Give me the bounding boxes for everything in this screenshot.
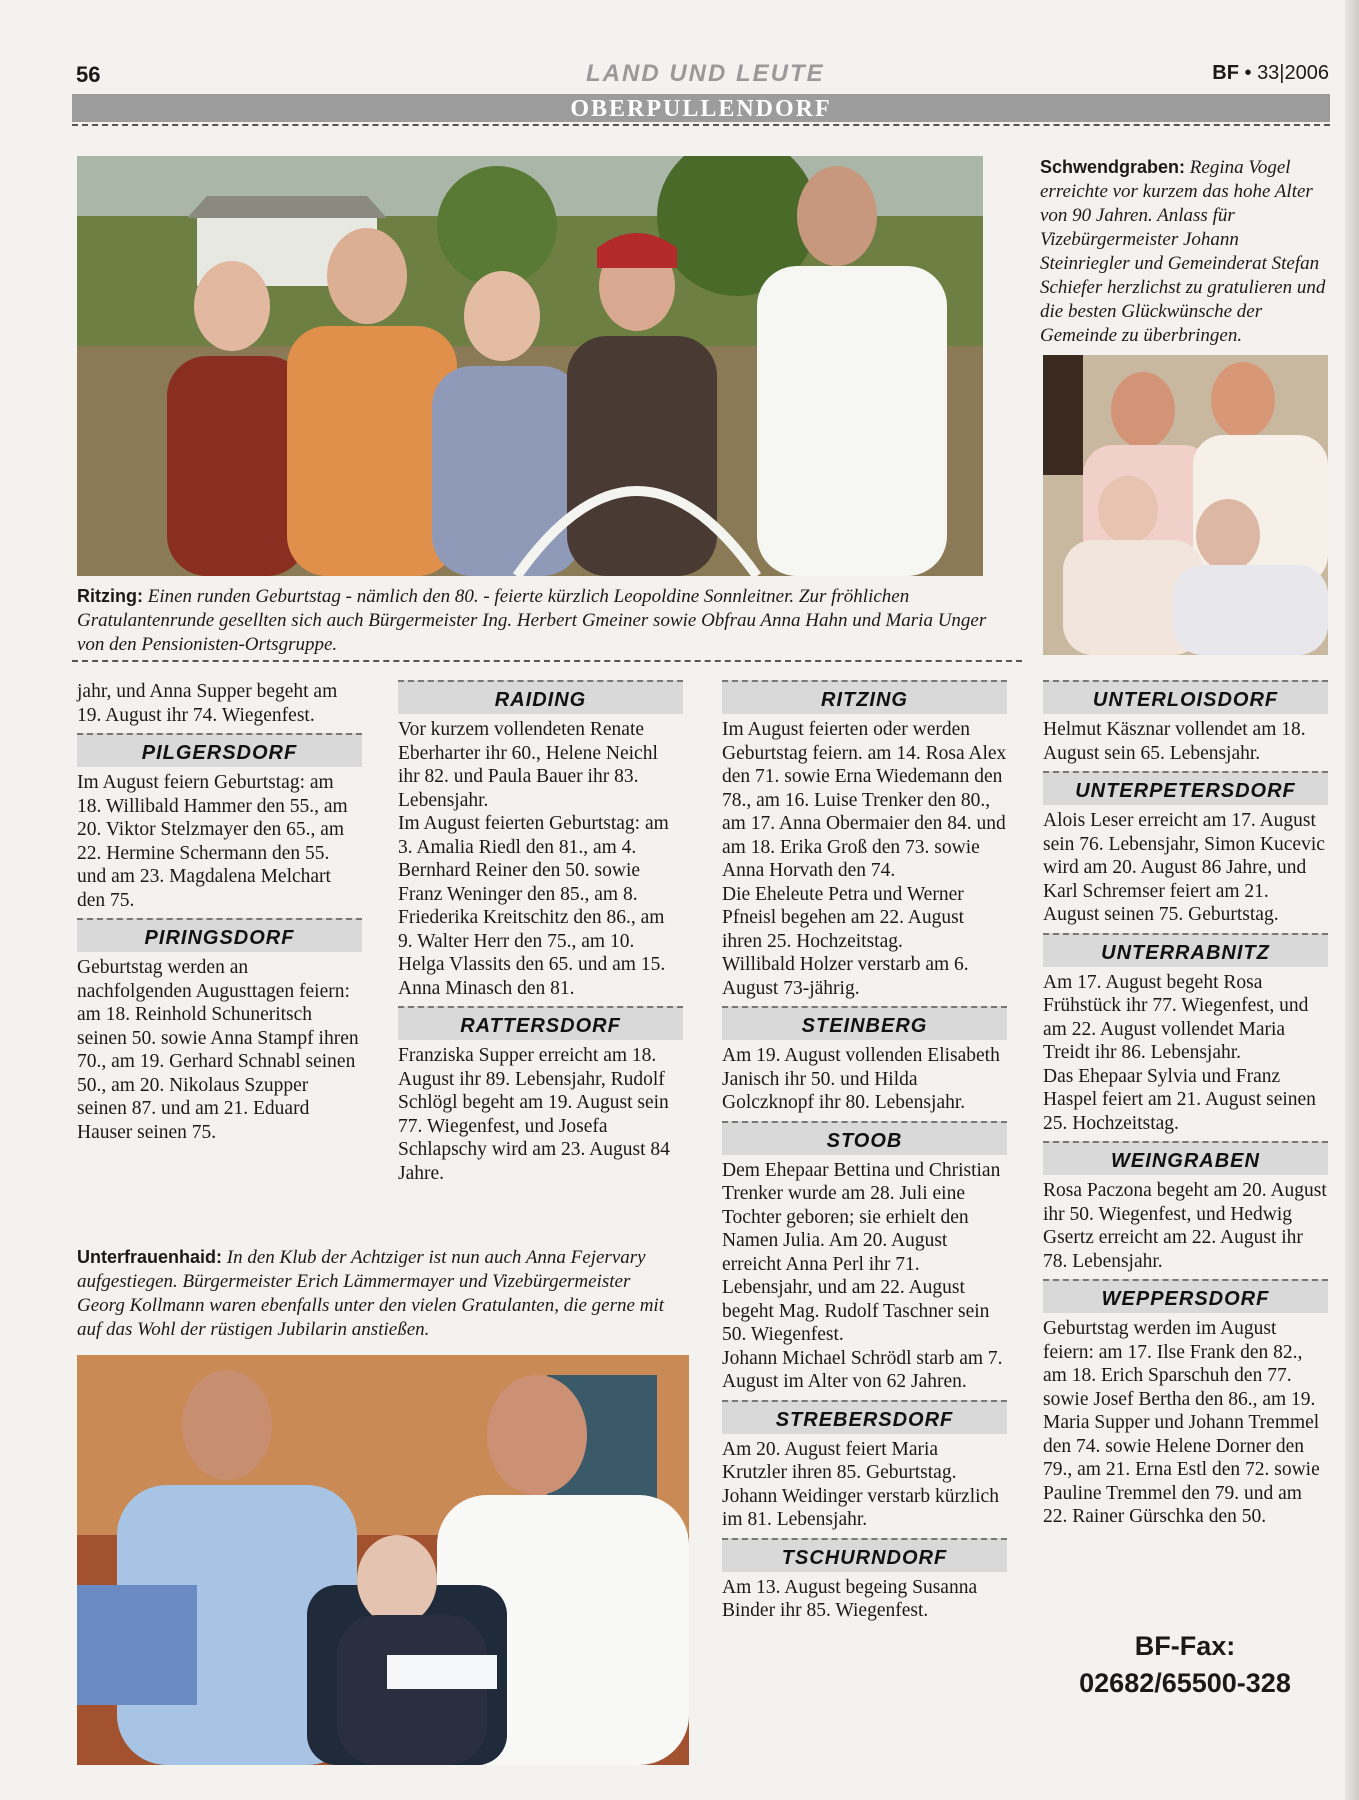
article-text: Rosa Paczona begeht am 20. August ihr 50. Wiegenfest, und Hedwig Gsertz erreicht am 22. August ihr 78. Lebensjahr. (1043, 1180, 1327, 1272)
fax-number: 02682/65500-328 (1079, 1668, 1291, 1698)
article-text: Helmut Käsznar vollendet am 18. August sein 65. Lebensjahr. (1043, 719, 1306, 764)
section-heading: UNTERPETERSDORF (1043, 771, 1328, 805)
section-heading: UNTERLOISDORF (1043, 680, 1328, 714)
region-banner (72, 94, 1330, 122)
article-text: Im August feierten Geburtstag: am 3. Amalia Riedl den 81., am 4. Bernhard Reiner den 50. sowie Franz Weninger den 85., am 8. Friederika Kreitschitz den 86., am 9. Walter Herr den 75., am 10. Helga Vlassits den 65. und am 15. Anna Minasch den 81. (398, 813, 669, 999)
column-1 (77, 680, 362, 1144)
section-heading: RAIDING (398, 680, 683, 714)
header-divider (72, 124, 1330, 126)
caption-place: Ritzing: (77, 586, 143, 606)
article-text: Johann Michael Schrödl starb am 7. August im Alter von 62 Jahren. (722, 1347, 1003, 1392)
section-heading: STOOB (722, 1121, 1007, 1155)
article-text: Willibald Holzer verstarb am 6. August 73-jährig. (722, 954, 969, 999)
region-title: OBERPULLENDORF (570, 96, 832, 122)
fax-box (1040, 1628, 1330, 1702)
column-2 (398, 680, 683, 1185)
publication-name: BF (1212, 62, 1239, 84)
unterfrauenhaid-caption (77, 1246, 677, 1342)
article-text: Das Ehepaar Sylvia und Franz Haspel feiert am 21. August seinen 25. Hochzeitstag. (1043, 1065, 1316, 1134)
page-edge (1345, 0, 1359, 1800)
article-text: Am 17. August begeht Rosa Frühstück ihr 77. Wiegenfest, und am 22. August vollendet Maria Treidt ihr 86. Lebensjahr. (1043, 971, 1309, 1063)
section-heading: RITZING (722, 680, 1007, 714)
article-text: Am 19. August vollenden Elisabeth Janisch ihr 50. und Hilda Golczknopf ihr 80. Lebensjahr. (722, 1045, 1000, 1113)
page-number: 56 (76, 62, 101, 87)
caption-place: Unterfrauenhaid: (77, 1247, 223, 1267)
photo-divider (72, 660, 1022, 662)
section-heading: TSCHURNDORF (722, 1538, 1007, 1572)
section-heading: WEPPERSDORF (1043, 1279, 1328, 1313)
article-text: Geburtstag werden an nachfolgenden Augusttagen feiern: am 18. Reinhold Schuneritsch seinen 50. sowie Anna Stampf ihren 70., am 19. Gerhard Schnabl seinen 50., am 20. Nikolaus Szupper seinen 87. und am 21. Eduard Hauser seinen 75. (77, 957, 359, 1143)
ritzing-caption (77, 585, 1017, 657)
section-heading: STEINBERG (722, 1006, 1007, 1040)
article-text: Am 20. August feiert Maria Krutzler ihren 85. Geburtstag. Johann Weidinger verstarb kürzlich im 81. Lebensjahr. (722, 1438, 999, 1530)
section-heading: WEINGRABEN (1043, 1141, 1328, 1175)
section-heading: PILGERSDORF (77, 733, 362, 767)
article-text: Die Eheleute Petra und Werner Pfneisl begehen am 22. August ihren 25. Hochzeitstag. (722, 883, 965, 952)
column-3 (722, 680, 1007, 1623)
article-text: Geburtstag werden im August feiern: am 17. Ilse Frank den 82., am 18. Erich Sparschuh den 77. sowie Josef Bertha den 86., am 19. Maria Supper und Johann Tremmel den 74. sowie Helene Dorner den 79., am 21. Erna Estl den 72. sowie Pauline Tremmel den 79. und am 22. Rainer Gürschka den 50. (1043, 1318, 1320, 1527)
schwendgraben-caption (1040, 156, 1330, 348)
caption-place: Schwendgraben: (1040, 157, 1186, 177)
article-text: Franziska Supper erreicht am 18. August ihr 89. Lebensjahr, Rudolf Schlögl begeht am 19. August sein 77. Wiegenfest, und Josefa Schlapschy wird am 23. August 84 Jahre. (398, 1045, 670, 1184)
fax-label: BF-Fax: (1134, 1631, 1236, 1661)
section-title: LAND UND LEUTE (586, 60, 825, 87)
caption-text: Regina Vogel erreichte vor kurzem das hohe Alter von 90 Jahren. Anlass für Vizebürgermeister Johann Steinriegler und Gemeinderat Stefan Schiefer herzlichst zu gratulieren und die besten Glückwünsche der Gemeinde zu überbringen. (1040, 157, 1326, 346)
unterfrauenhaid-photo (77, 1355, 689, 1765)
article-text: Am 13. August begeing Susanna Binder ihr 85. Wiegenfest. (722, 1576, 978, 1621)
section-heading: UNTERRABNITZ (1043, 933, 1328, 967)
ritzing-group-photo (77, 156, 983, 576)
article-text: Dem Ehepaar Bettina und Christian Trenker wurde am 28. Juli eine Tochter geboren; sie erhielt den Namen Julia. Am 20. August erreicht Anna Perl ihr 71. Lebensjahr, und am 22. August begeht Mag. Rudolf Taschner sein 50. Wiegenfest. (722, 1159, 1001, 1345)
article-text: Im August feiern Geburtstag: am 18. Willibald Hammer den 55., am 20. Viktor Stelzmayer den 65., am 22. Hermine Schermann den 55. und am 23. Magdalena Melchart den 75. (77, 772, 348, 911)
column-4 (1043, 680, 1328, 1529)
schwendgraben-photo (1043, 355, 1328, 655)
article-text: Vor kurzem vollendeten Renate Eberharter ihr 60., Helene Neichl ihr 82. und Paula Bauer ihr 83. Lebensjahr. (398, 719, 658, 811)
section-heading: RATTERSDORF (398, 1006, 683, 1040)
caption-text: In den Klub der Achtziger ist nun auch Anna Fejervary aufgestiegen. Bürgermeister Erich Lämmermayer und Vizebürgermeister Georg Kollmann waren ebenfalls unter den vielen Gratulanten, die gerne mit auf das Wohl der rüstigen Jubilarin anstießen. (77, 1247, 664, 1340)
section-heading: STREBERSDORF (722, 1400, 1007, 1434)
article-text: Alois Leser erreicht am 17. August sein 76. Lebensjahr, Simon Kucevic wird am 20. August 86 Jahre, und Karl Schremser feiert am 21. August seinen 75. Geburtstag. (1043, 810, 1325, 925)
article-text: Im August feierten oder werden Geburtstag feiern. am 14. Rosa Alex den 71. sowie Erna Wiedemann den 78., am 16. Luise Trenker den 80., am 17. Anna Obermaier den 84. und am 18. Erika Groß den 73. sowie Anna Horvath den 74. (722, 719, 1007, 881)
issue-number: 33|2006 (1257, 62, 1329, 84)
article-text: jahr, und Anna Supper begeht am 19. August ihr 74. Wiegenfest. (77, 681, 338, 726)
section-heading: PIRINGSDORF (77, 918, 362, 952)
caption-text: Einen runden Geburtstag - nämlich den 80. - feierte kürzlich Leopoldine Sonnleitner. Zur fröhlichen Gratulantenrunde gesellten sich auch Bürgermeister Ing. Herbert Gmeiner sowie Obfrau Anna Hahn und Maria Unger von den Pensionisten-Ortsgruppe. (77, 586, 987, 655)
issue-info: BF • 33|2006 (1212, 62, 1329, 84)
